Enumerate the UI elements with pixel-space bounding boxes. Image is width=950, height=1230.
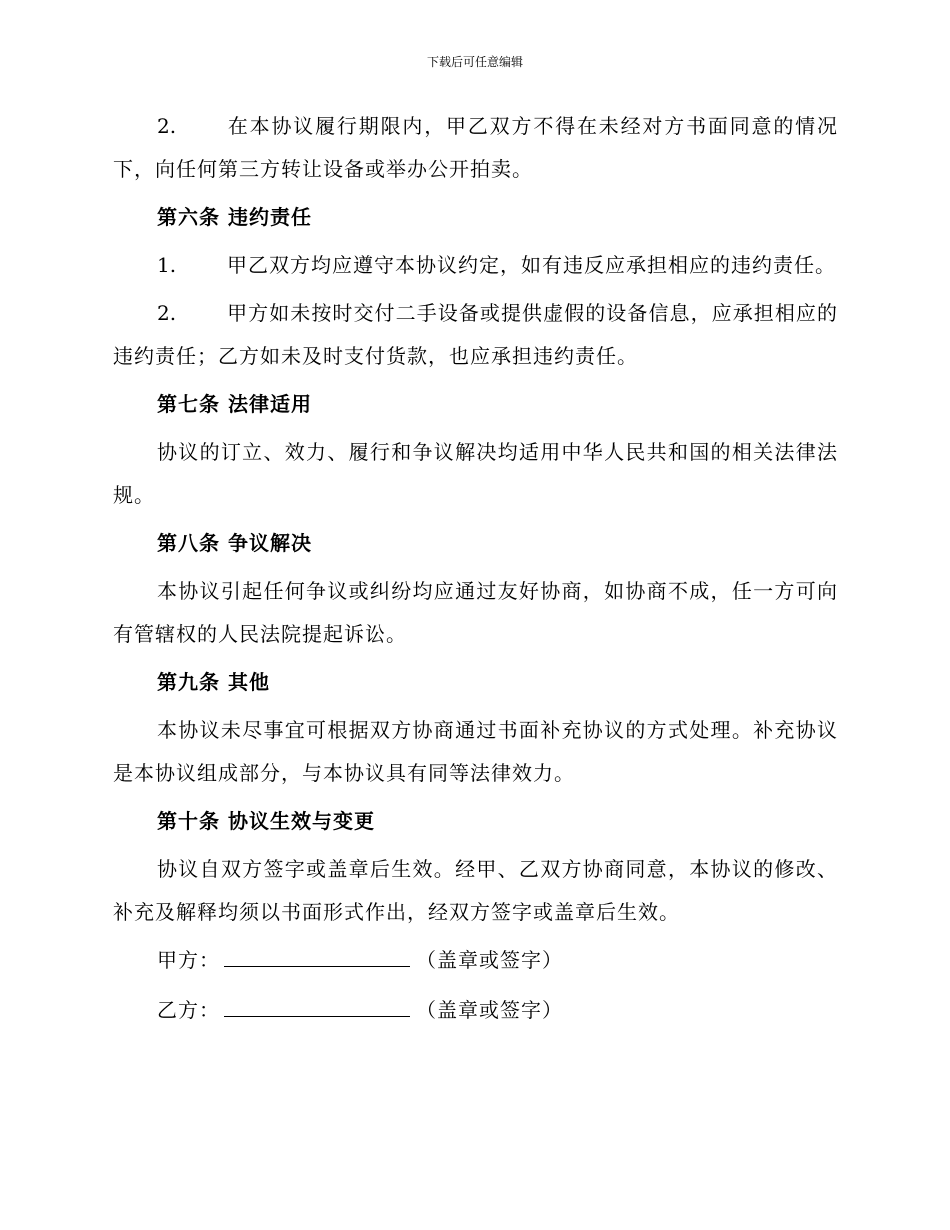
section-heading: 第七条 法律适用 <box>157 392 312 416</box>
signature-note: （盖章或签字） <box>416 998 563 1022</box>
paragraph: 协议自双方签字或盖章后生效。经甲、乙双方协商同意，本协议的修改、补充及解释均须以书面形式作出，经双方签字或盖章后生效。 <box>113 857 838 924</box>
item-text: 甲乙双方均应遵守本协议约定，如有违反应承担相应的违约责任。 <box>227 253 836 277</box>
paragraph: 协议的订立、效力、履行和争议解决均适用中华人民共和国的相关法律法规。 <box>113 440 838 507</box>
item-text: 甲方如未按时交付二手设备或提供虚假的设备信息，应承担相应的违约责任；乙方如未及时支付货款，也应承担违约责任。 <box>113 301 838 368</box>
clause-item <box>113 292 838 378</box>
document-body <box>113 105 838 1039</box>
paragraph: 本协议未尽事宜可根据双方协商通过书面补充协议的方式处理。补充协议是本协议组成部分，与本协议具有同等法律效力。 <box>113 718 838 785</box>
signature-blank[interactable] <box>224 942 410 967</box>
party-label: 乙方： <box>157 998 220 1022</box>
item-number: 2. <box>157 114 177 138</box>
party-label: 甲方： <box>157 948 220 972</box>
item-text: 在本协议履行期限内，甲乙双方不得在未经对方书面同意的情况下，向任何第三方转让设备或举办公开拍卖。 <box>113 114 838 181</box>
signature-line-party-b <box>113 989 838 1034</box>
section-heading: 第八条 争议解决 <box>157 531 312 555</box>
item-number: 2. <box>157 301 177 325</box>
clause-item <box>113 105 838 191</box>
section-heading: 第六条 违约责任 <box>157 205 312 229</box>
page-header: 下载后可任意编辑 <box>426 55 523 69</box>
section-heading: 第十条 协议生效与变更 <box>157 809 375 833</box>
signature-note: （盖章或签字） <box>416 948 563 972</box>
signature-blank[interactable] <box>224 992 410 1017</box>
paragraph: 本协议引起任何争议或纠纷均应通过友好协商，如协商不成，任一方可向有管辖权的人民法院提起诉讼。 <box>113 579 838 646</box>
section-heading: 第九条 其他 <box>157 670 270 694</box>
signature-line-party-a <box>113 939 838 984</box>
item-number: 1. <box>157 253 177 277</box>
clause-item <box>113 244 838 287</box>
